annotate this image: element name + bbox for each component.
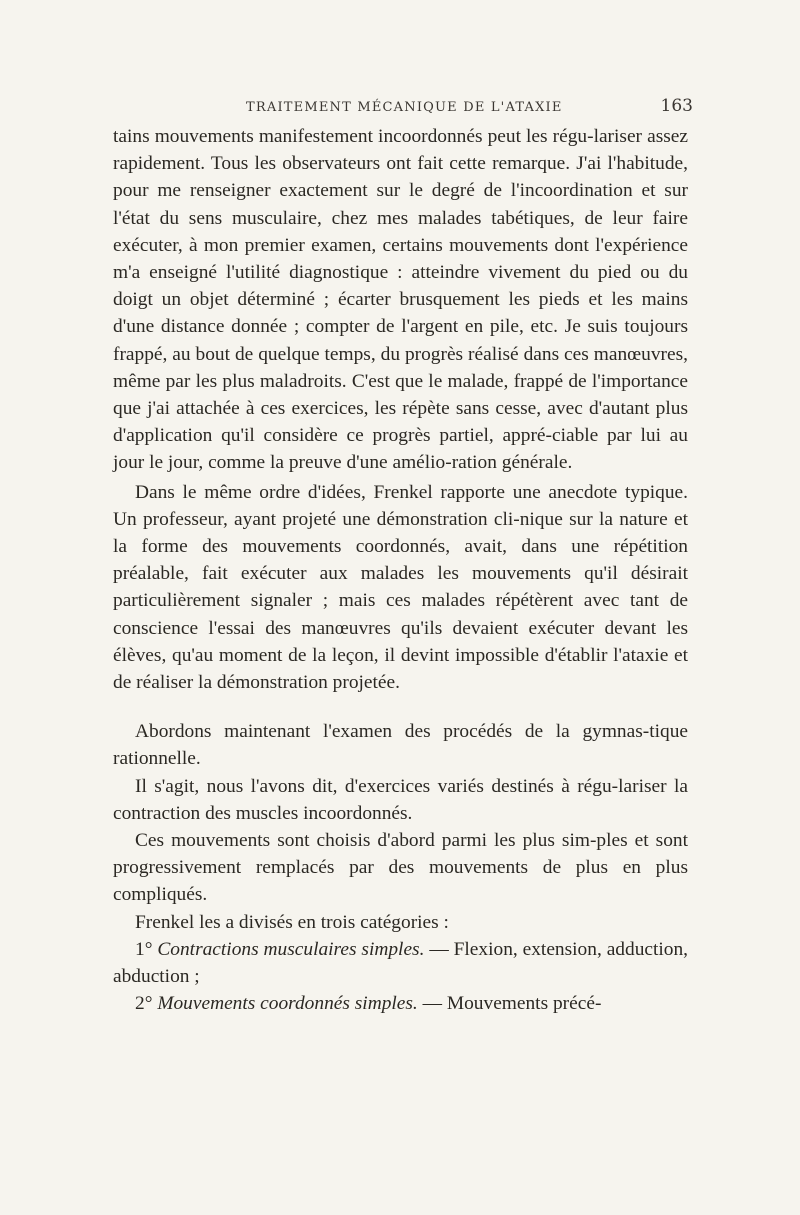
paragraph: Il s'agit, nous l'avons dit, d'exercices variés destinés à régu-lariser la contraction des muscles incoordonnés.	[113, 775, 688, 824]
category-text: — Flexion, extension, adduction, abduction ;	[113, 938, 689, 988]
paragraph: Abordons maintenant l'examen des procédés de la gymnas-tique rationnelle.	[113, 721, 688, 770]
category-title: Contractions musculaires simples.	[157, 938, 425, 960]
category-number: 1°	[135, 938, 153, 960]
page-header	[115, 96, 715, 120]
category-item	[113, 936, 688, 990]
page-number: 163	[660, 96, 693, 116]
paragraph: Ces mouvements sont choisis d'abord parmi les plus sim-ples et sont progressivement remplacés par des mouvements de plus en plus compliqués.	[113, 830, 688, 906]
paragraph: Frenkel les a divisés en trois catégories :	[135, 911, 449, 933]
paragraph: tains mouvements manifestement incoordonnés peut les régu-lariser assez rapidement. Tous les observateurs ont fait cette remarque. J'ai l'habitude, pour me renseigner exactement sur le degré de l'incoordination et sur l'état du sens musculaire, chez mes malades tabétiques, de leur faire exécuter, à mon premier examen, certains mouvements dont l'expérience m'a enseigné l'utilité diagnostique : atteindre vivement du pied ou du doigt un objet déterminé ; écarter brusquement les pieds et les mains d'une distance donnée ; compter de l'argent en pile, etc. Je suis toujours frappé, au bout de quelque temps, du progrès réalisé dans ces manœuvres, même par les plus maladroits. C'est que le malade, frappé de l'importance que j'ai attachée à ces exercices, les répète sans cesse, avec d'autant plus d'application qu'il considère ce progrès partiel, appré-ciable par lui au jour le jour, comme la preuve d'une amélio-ration générale.	[113, 126, 688, 474]
running-title: TRAITEMENT MÉCANIQUE DE L'ATAXIE	[246, 100, 563, 115]
category-number: 2°	[135, 993, 153, 1015]
body-text	[113, 123, 688, 1018]
category-title: Mouvements coordonnés simples.	[157, 993, 418, 1015]
category-item	[113, 990, 688, 1017]
paragraph: Dans le même ordre d'idées, Frenkel rapporte une anecdote typique. Un professeur, ayant projeté une démonstration cli-nique sur la nature et la forme des mouvements coordonnés, avait, dans une répétition préalable, fait exécuter aux malades les mouvements qu'il désirait particulièrement signaler ; mais ces malades répétèrent avec tant de conscience l'essai des manœuvres qu'ils devaient exécuter devant les élèves, qu'au moment de la leçon, il devint impossible d'établir l'ataxie et de réaliser la démonstration projetée.	[113, 481, 688, 694]
category-text: — Mouvements précé-	[417, 993, 602, 1015]
